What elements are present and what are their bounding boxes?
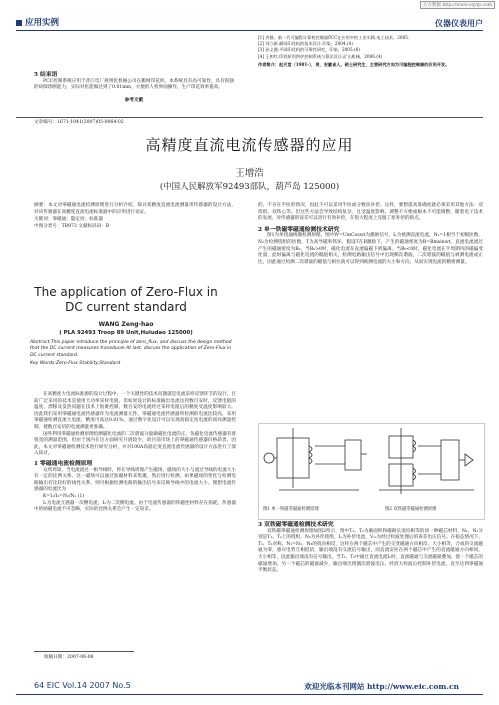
figure1-caption: 图1 单一铁磁零磁通检测原理 bbox=[263, 507, 319, 512]
circuit-diagrams bbox=[259, 424, 484, 519]
reference-item: [2] 刘立新.颜网印花机的技术设计.印染，2004.(4) bbox=[258, 41, 353, 47]
footnote-rule bbox=[34, 651, 134, 652]
section1-body-2: I₁为电流互感器一次侧电流，I₂为二次侧电流。由于电流传感器的铁磁性材料存在损耗，传感器中的励磁电流不可忽略，实际的比例关系会产生一定误差。 bbox=[34, 500, 236, 513]
footer-website[interactable]: 欢迎光临本刊网站 http://www.eic.com.cn bbox=[304, 682, 459, 691]
header-rule bbox=[16, 30, 483, 31]
reference-item: [1] 齐静，新一代可编程计算机控制器PCC在应用中的工业实践.电工技术，2005. bbox=[258, 35, 410, 40]
intro-paragraph-2: 国外利用零磁通检测原理检测磁化电流的二次谐波分量做磁化电流的正。负磁化电流传感器有着很宽的测量范围，但由于国内在这方面研究开展较少，故目前市场上的零磁通传感器价格昂贵。因此，本文对零磁通检测技术进行研究分析，并对100A高稳定度直流电流传感器的设计方法进行了深入探讨。 bbox=[34, 431, 236, 457]
english-title: The application of Zero-Flux in DC current standard bbox=[34, 285, 218, 314]
prev-article-end bbox=[34, 72, 234, 104]
footer-rule bbox=[16, 694, 483, 695]
section3-heading: 3 双铁磁零磁通检测技术研究 bbox=[258, 522, 334, 528]
right-column-bottom bbox=[258, 522, 483, 575]
english-keywords: Key Words:Zero-Flux Stability,Standard bbox=[30, 361, 121, 367]
reference-item: [4] 王和红.印铁原用烘炉控制系统与算法设计.矿山机械，2006.(4) bbox=[258, 53, 383, 59]
reference-item: [3] 孙义健.平网印花机的可靠性研究，印染，2005.(6) bbox=[258, 47, 360, 53]
left-column-body bbox=[34, 392, 236, 514]
intro-paragraph: 在高精度大电流标准源的设计过程中，一个关键性的技术问题就是电流采样反馈环节的设计。目前广泛采用的技术是使用大功率采样电阻，但如果设计的标准输出电流达到数百安时，反馈电阻的温度、漂移及发热问题在技术上很难控制，数百安的电流经过采样电阻后的精度受温度影响较大。因此我们采用零磁通电流传感器作为电流测量元件。零磁通电流传感器所检测的电流比较高，采用零磁通检测直流大电流，精度可高达0.01%，通过数字化设计可以实现高稳定度电流的闭环测量控制，使数百安培的电流测量更准确。 bbox=[34, 392, 236, 430]
section3-body: 双铁磁零磁通检测原理如图2所示，图中T₁、T₂为截面积和磁路长度均相等的同一种磁芯材料，N₁、N₂分别是T₁、T₂上的绕组，N₃为补偿绕组，Iₑ为补偿电流，Vₒₛ为经过检波处理后的误差电压信号。在稳态情况下，T₁、T₂对称，N₁=N₂，N₃的绕向相反，这样在两个磁芯中产生的交变磁通方向相反、大小相等，合成的交流磁通为零，感应电势互相抵消，输出端没有交流信号输出，而直流安匝在两个磁芯中产生的直流磁通方向相同，大小相等，因此输出端没有信号输出。当T₁、T₂中通过直流电流I₁时，直流磁通与交流磁通叠加，使一个磁芯的磁通增加，另一个磁芯的磁通减少，输出端出现偶次谐波电压，经放大检波后控制补偿电流，直至达到零磁通平衡状态。 bbox=[258, 528, 483, 574]
author-note: 作者简介：赵天堂（1981-），男，安徽省人，硕士研究生，主要研究方向为可编程控制器的应用开发。 bbox=[258, 61, 450, 67]
english-abstract bbox=[30, 340, 234, 368]
article-author: 王增浩 bbox=[235, 168, 264, 179]
right-column-top bbox=[258, 203, 483, 266]
section-label-left: 应用实例 bbox=[16, 16, 59, 28]
english-abstract-text: Abstract:This paper introduce the principle of zero_flux, and discuss the design method that the DC current measures transducer.At last, discuss the application of Zero-Flux in DC current standard. bbox=[30, 340, 232, 358]
watermark: 万方数据 http://www.cqvip.com bbox=[420, 1, 495, 9]
references-heading: 参考文献 bbox=[124, 97, 144, 103]
keywords-cn: 关键词：零磁通；隐定度；标准器 bbox=[34, 217, 103, 223]
section1-body: 众所周知，当电流流过一根导线时，将在导线周围产生磁场，磁场的大小与流过导线的电流大小有一定的比例关系。这一磁场可以通过软磁材料来集聚，然后进行检测。如果磁场的变化与检测电路输出有比较好的线性关系，则可根据检测电路的输出信号来反映导线中的电流大小。理想电流传感器的电流比为 bbox=[34, 467, 236, 493]
english-author: WANG Zeng-hao bbox=[98, 321, 154, 328]
article-affiliation: (中国人民解放军92493部队，葫芦岛 125000) bbox=[159, 182, 340, 192]
section-label-right: 仪器仪表用户 bbox=[435, 19, 483, 28]
prev-body: PCC控制系统应用于普江电厂规则化机械公司在搬网印花机，本系统具有高可靠性，具有很强的故障诊断能力，实际对化能做达到了0.01mm，方便的人机界面操作，生产印花效率提高。 bbox=[34, 78, 234, 91]
received-date: 收稿日期：2007-06-08 bbox=[44, 655, 94, 660]
footer-page-info: 64 EIC Vol.14 2007 No.5 bbox=[34, 681, 131, 690]
classification-cn: 中图分类号：TB973 文献标识码：B bbox=[34, 223, 110, 229]
figure-block bbox=[258, 423, 485, 520]
figure2-caption: 图2 双铁磁零磁通检测原理 bbox=[385, 507, 437, 512]
section2-heading: 2 单一铁磁零磁通检测技术研究 bbox=[258, 226, 340, 233]
prev-heading: 5 结束语 bbox=[34, 72, 58, 78]
section2-body: 图1为单绕通线圈检测原理。图中W=UmCoswt为激励信号，I₁为被测直流电流，N₁=1相当于初级匝数，N₂为检测绕组的匝数，T为高导磁率铁环，假设T在B激励下，产生的磁通密度为B=Bmsinwt。直流电流流过产生的磁通密度为B₀，当B₀>0时，磁化电流在直流偏磁下被偏离。当B₀<0时，磁化电流在半周期内的磁偏变化量，此时偏离与磁化电流的幅值相关，检测电路输出信号中出现偶次谐波，二次谐波的幅值与被测电流成正比，因此通过检测二次谐波的幅值与相位就可以得到被测电流的大小和方向，从而实现电流的精密测量。 bbox=[258, 233, 483, 265]
article-number: 文章编号：1671-1041(2007)05-0064-02 bbox=[34, 120, 124, 125]
abstract-text: 摘要：本文对零磁通电流检测原理进行分析介绍，探讨高精度直流电流测量用传感器的设计方法，对该传感器在高精度直流电流标准器中的应用进行论证。 bbox=[34, 203, 236, 215]
right-intro: 的，不存在半匝的情况，因此不可以采用半匝或分数匝补偿。这样，要想提高准确度就必须采用其他方法：双绕组、双铁心等。但这些方法会导致结构复杂，且受温度影响，调整不方便或根本不可能调整，随着电子技术的发展，对传感器的误差可以进行有效补偿，在很大程度上克服了原补偿的缺点。 bbox=[258, 203, 483, 222]
english-affiliation: ( PLA 92493 Troop 89 Unit,Huludao 125000) bbox=[59, 330, 193, 336]
figure2-circuit bbox=[379, 428, 474, 494]
square-icon bbox=[16, 20, 22, 26]
abstract-cn bbox=[34, 203, 236, 230]
figure1-circuit bbox=[264, 428, 367, 490]
section1-heading: 1 零磁通电流检测原理 bbox=[34, 460, 93, 467]
formula-1: K=I₁/I₂=N₂/N₁ (1) bbox=[43, 493, 85, 499]
article-title: 高精度直流电流传感器的应用 bbox=[145, 136, 354, 154]
references-list bbox=[258, 35, 486, 68]
article-separator bbox=[16, 117, 483, 118]
